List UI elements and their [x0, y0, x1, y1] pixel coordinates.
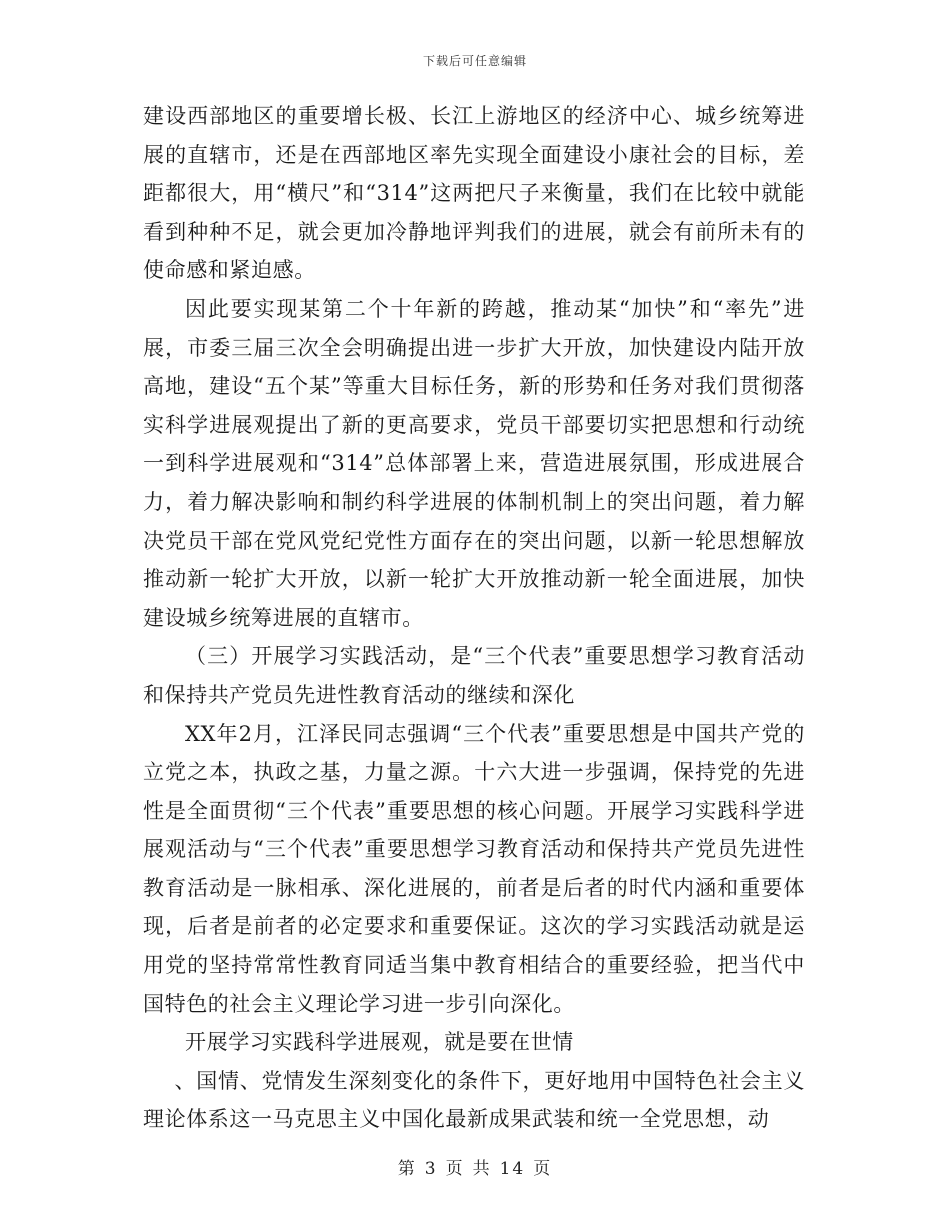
footer-total-pages: 14: [499, 1159, 526, 1179]
paragraph-3: XX年2月，江泽民同志强调“三个代表”重要思想是中国共产党的立党之本，执政之基，力量之源。十六大进一步强调，保持党的先进性是全面贯彻“三个代表”重要思想的核心问题。开展学习实践科学进展观活动与“三个代表”重要思想学习教育活动和保持共产党员先进性教育活动是一脉相承、深化进展的，前者是后者的时代内涵和重要体现，后者是前者的必定要求和重要保证。这次的学习实践活动就是运用党的坚持常常性教育同适当集中教育相结合的重要经验，把当代中国特色的社会主义理论学习进一步引向深化。: [143, 721, 805, 1016]
footer-label-of: 页: [445, 1159, 465, 1179]
footer-current-page: 3: [424, 1159, 438, 1179]
footer-label-total: 共: [472, 1159, 492, 1179]
footer-label-page: 第: [397, 1159, 417, 1179]
paragraph-1: 建设西部地区的重要增长极、长江上游地区的经济中心、城乡统筹进展的直辖市，还是在西部地区率先实现全面建设小康社会的目标，差距都很大，用“横尺”和“314”这两把尺子来衡量，我们在比较中就能看到种种不足，就会更加冷静地评判我们的进展，就会有前所未有的使命感和紧迫感。: [143, 104, 805, 283]
paragraph-2: 因此要实现某第二个十年新的跨越，推动某“加快”和“率先”进展，市委三届三次全会明确提出进一步扩大开放，加快建设内陆开放高地，建设“五个某”等重大目标任务，新的形势和任务对我们贯彻落实科学进展观提出了新的更高要求，党员干部要切实把思想和行动统一到科学进展观和“314”总体部署上来，营造进展氛围，形成进展合力，着力解决影响和制约科学进展的体制机制上的突出问题，着力解决党员干部在党风党纪党性方面存在的突出问题，以新一轮思想解放推动新一轮扩大开放，以新一轮扩大开放推动新一轮全面进展，加快建设城乡统筹进展的直辖市。: [143, 296, 805, 630]
footer-label-end: 页: [533, 1159, 553, 1179]
page-footer: [0, 1154, 950, 1179]
section-heading: （三）开展学习实践活动，是“三个代表”重要思想学习教育活动和保持共产党员先进性教育活动的继续和深化: [143, 644, 805, 707]
paragraph-4: 开展学习实践科学进展观，就是要在世情: [185, 1030, 574, 1055]
page-header: 下载后可任意编辑: [422, 54, 527, 68]
document-body: [143, 97, 805, 1139]
paragraph-5: 、国情、党情发生深刻变化的条件下，更好地用中国特色社会主义理论体系这一马克思主义中国化最新成果武装和统一全党思想，动: [143, 1068, 805, 1132]
